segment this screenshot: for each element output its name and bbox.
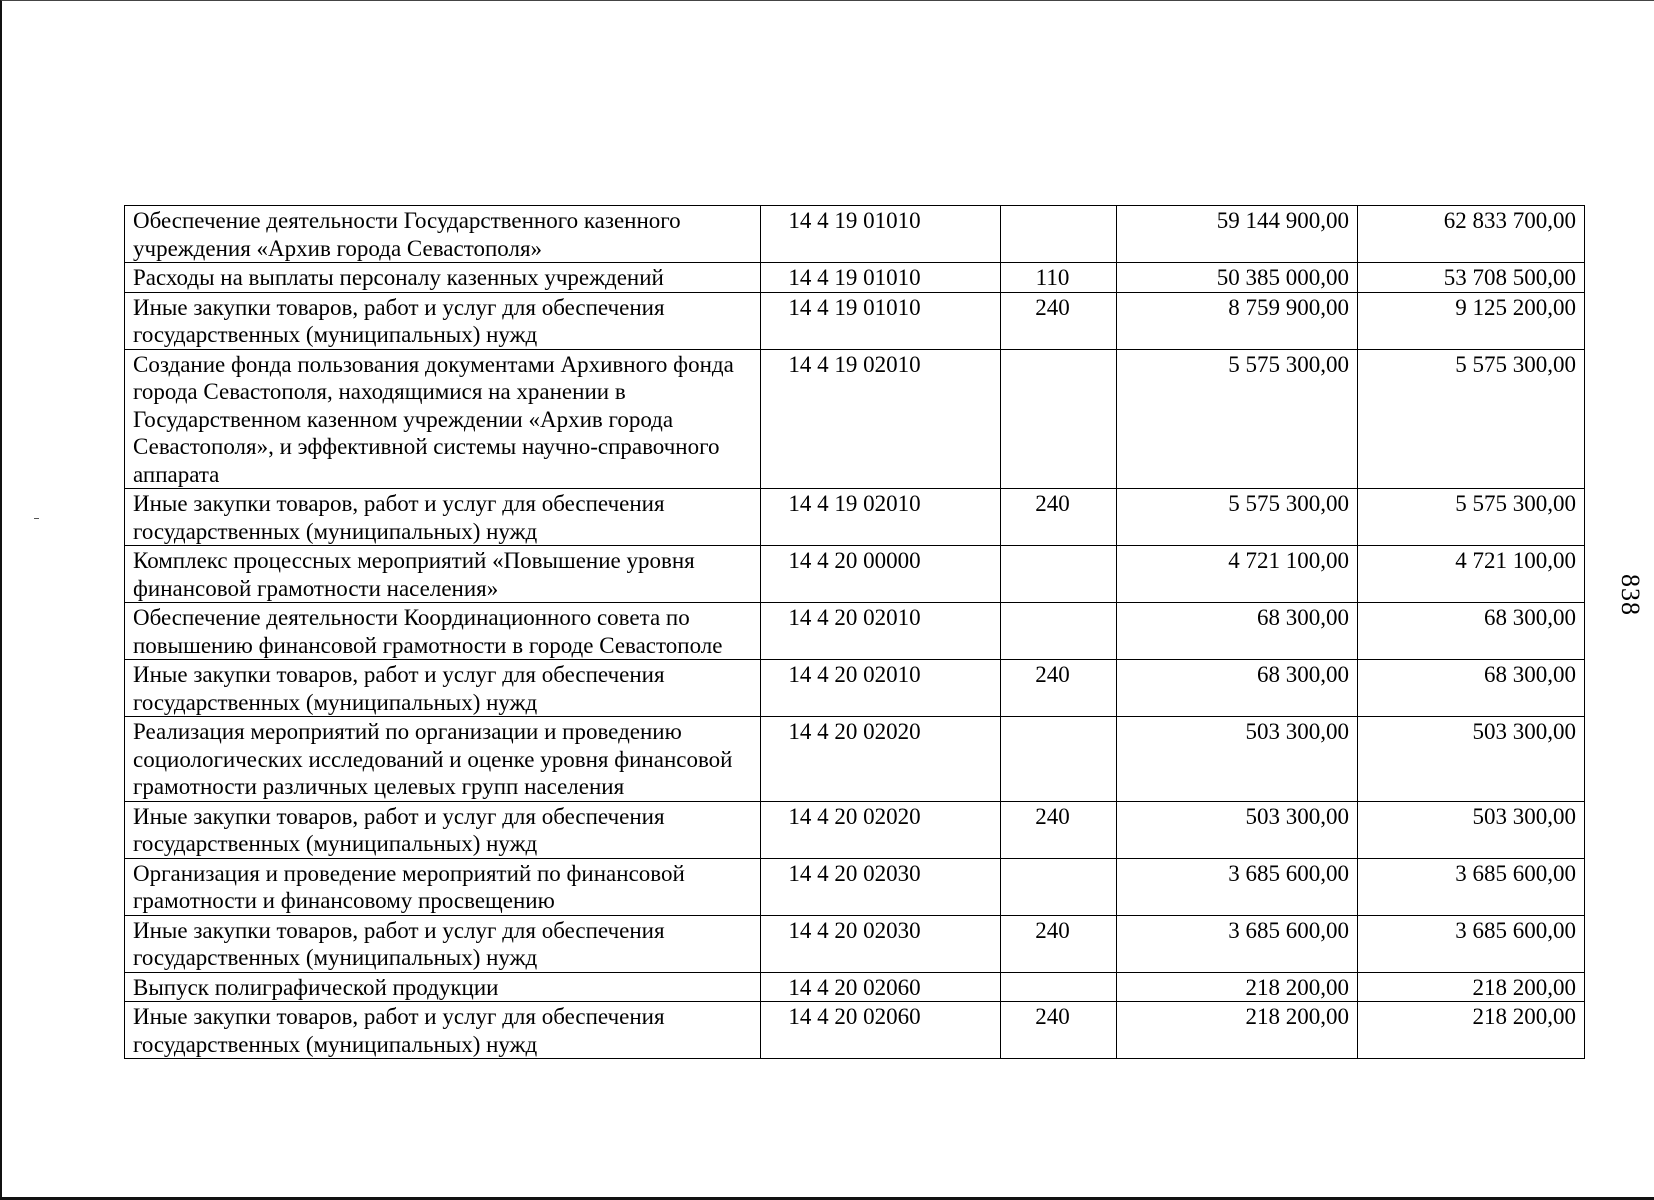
row-name-cell: Иные закупки товаров, работ и услуг для обеспечения государственных (муниципальных) нужд	[125, 292, 761, 349]
row-sum1-cell: 59 144 900,00	[1117, 206, 1358, 263]
row-code-cell: 14 4 19 02010	[761, 349, 1001, 489]
row-code-cell: 14 4 20 02060	[761, 972, 1001, 1002]
row-code-cell: 14 4 19 01010	[761, 206, 1001, 263]
table-row	[125, 1002, 1585, 1059]
row-sum1-cell: 8 759 900,00	[1117, 292, 1358, 349]
table-row	[125, 717, 1585, 802]
row-sum2-cell: 3 685 600,00	[1358, 858, 1585, 915]
row-type-cell: 240	[1001, 1002, 1117, 1059]
row-code-cell: 14 4 20 02030	[761, 915, 1001, 972]
row-sum2-cell: 503 300,00	[1358, 801, 1585, 858]
row-code-cell: 14 4 20 02060	[761, 1002, 1001, 1059]
table-row	[125, 546, 1585, 603]
row-type-cell: 240	[1001, 292, 1117, 349]
row-type-cell	[1001, 972, 1117, 1002]
row-name-cell: Обеспечение деятельности Государственного казенного учреждения «Архив города Севастополя»	[125, 206, 761, 263]
row-sum1-cell: 68 300,00	[1117, 603, 1358, 660]
row-type-cell	[1001, 206, 1117, 263]
row-code-cell: 14 4 20 02010	[761, 603, 1001, 660]
row-type-cell	[1001, 858, 1117, 915]
row-sum2-cell: 3 685 600,00	[1358, 915, 1585, 972]
row-code-cell: 14 4 20 00000	[761, 546, 1001, 603]
row-sum2-cell: 68 300,00	[1358, 603, 1585, 660]
row-code-cell: 14 4 20 02010	[761, 660, 1001, 717]
table-row	[125, 915, 1585, 972]
row-name-cell: Комплекс процессных мероприятий «Повышение уровня финансовой грамотности населения»	[125, 546, 761, 603]
row-type-cell	[1001, 603, 1117, 660]
row-name-cell: Выпуск полиграфической продукции	[125, 972, 761, 1002]
row-sum2-cell: 218 200,00	[1358, 1002, 1585, 1059]
budget-table	[124, 205, 1585, 1059]
row-sum1-cell: 5 575 300,00	[1117, 349, 1358, 489]
row-type-cell	[1001, 546, 1117, 603]
table-row	[125, 349, 1585, 489]
row-name-cell: Иные закупки товаров, работ и услуг для обеспечения государственных (муниципальных) нужд	[125, 660, 761, 717]
row-code-cell: 14 4 20 02030	[761, 858, 1001, 915]
row-sum1-cell: 3 685 600,00	[1117, 858, 1358, 915]
row-sum2-cell: 5 575 300,00	[1358, 349, 1585, 489]
row-sum2-cell: 68 300,00	[1358, 660, 1585, 717]
row-type-cell: 240	[1001, 801, 1117, 858]
table-row	[125, 972, 1585, 1002]
row-type-cell: 240	[1001, 915, 1117, 972]
row-sum1-cell: 218 200,00	[1117, 972, 1358, 1002]
row-sum2-cell: 5 575 300,00	[1358, 489, 1585, 546]
row-name-cell: Иные закупки товаров, работ и услуг для обеспечения государственных (муниципальных) нужд	[125, 489, 761, 546]
row-sum1-cell: 503 300,00	[1117, 801, 1358, 858]
row-sum2-cell: 4 721 100,00	[1358, 546, 1585, 603]
row-sum2-cell: 62 833 700,00	[1358, 206, 1585, 263]
row-name-cell: Организация и проведение мероприятий по финансовой грамотности и финансовому просвещению	[125, 858, 761, 915]
row-sum2-cell: 503 300,00	[1358, 717, 1585, 802]
row-name-cell: Реализация мероприятий по организации и проведению социологических исследований и оценке уровня финансовой грамотности различных целевых групп населения	[125, 717, 761, 802]
page-number: 838	[1616, 574, 1645, 616]
table-row	[125, 660, 1585, 717]
row-type-cell	[1001, 717, 1117, 802]
row-sum2-cell: 218 200,00	[1358, 972, 1585, 1002]
table-row	[125, 801, 1585, 858]
row-name-cell: Иные закупки товаров, работ и услуг для обеспечения государственных (муниципальных) нужд	[125, 915, 761, 972]
row-type-cell: 240	[1001, 660, 1117, 717]
row-name-cell: Иные закупки товаров, работ и услуг для обеспечения государственных (муниципальных) нужд	[125, 801, 761, 858]
table-row	[125, 858, 1585, 915]
table-row	[125, 489, 1585, 546]
row-sum1-cell: 50 385 000,00	[1117, 263, 1358, 293]
row-sum1-cell: 68 300,00	[1117, 660, 1358, 717]
row-code-cell: 14 4 20 02020	[761, 717, 1001, 802]
table-row	[125, 206, 1585, 263]
row-sum1-cell: 4 721 100,00	[1117, 546, 1358, 603]
table-row	[125, 292, 1585, 349]
row-name-cell: Расходы на выплаты персоналу казенных учреждений	[125, 263, 761, 293]
scan-speck	[34, 518, 39, 519]
row-sum1-cell: 503 300,00	[1117, 717, 1358, 802]
row-sum1-cell: 5 575 300,00	[1117, 489, 1358, 546]
table-body	[125, 206, 1585, 1059]
row-sum2-cell: 9 125 200,00	[1358, 292, 1585, 349]
table-row	[125, 603, 1585, 660]
row-sum1-cell: 218 200,00	[1117, 1002, 1358, 1059]
row-code-cell: 14 4 20 02020	[761, 801, 1001, 858]
row-code-cell: 14 4 19 02010	[761, 489, 1001, 546]
row-code-cell: 14 4 19 01010	[761, 292, 1001, 349]
table-row	[125, 263, 1585, 293]
row-sum1-cell: 3 685 600,00	[1117, 915, 1358, 972]
row-name-cell: Создание фонда пользования документами Архивного фонда города Севастополя, находящимися на хранении в Государственном казенном учреждении «Архив города Севастополя», и эффективной системы научно-справочного аппарата	[125, 349, 761, 489]
row-sum2-cell: 53 708 500,00	[1358, 263, 1585, 293]
row-code-cell: 14 4 19 01010	[761, 263, 1001, 293]
row-name-cell: Обеспечение деятельности Координационного совета по повышению финансовой грамотности в городе Севастополе	[125, 603, 761, 660]
row-type-cell: 110	[1001, 263, 1117, 293]
row-type-cell: 240	[1001, 489, 1117, 546]
row-type-cell	[1001, 349, 1117, 489]
row-name-cell: Иные закупки товаров, работ и услуг для обеспечения государственных (муниципальных) нужд	[125, 1002, 761, 1059]
